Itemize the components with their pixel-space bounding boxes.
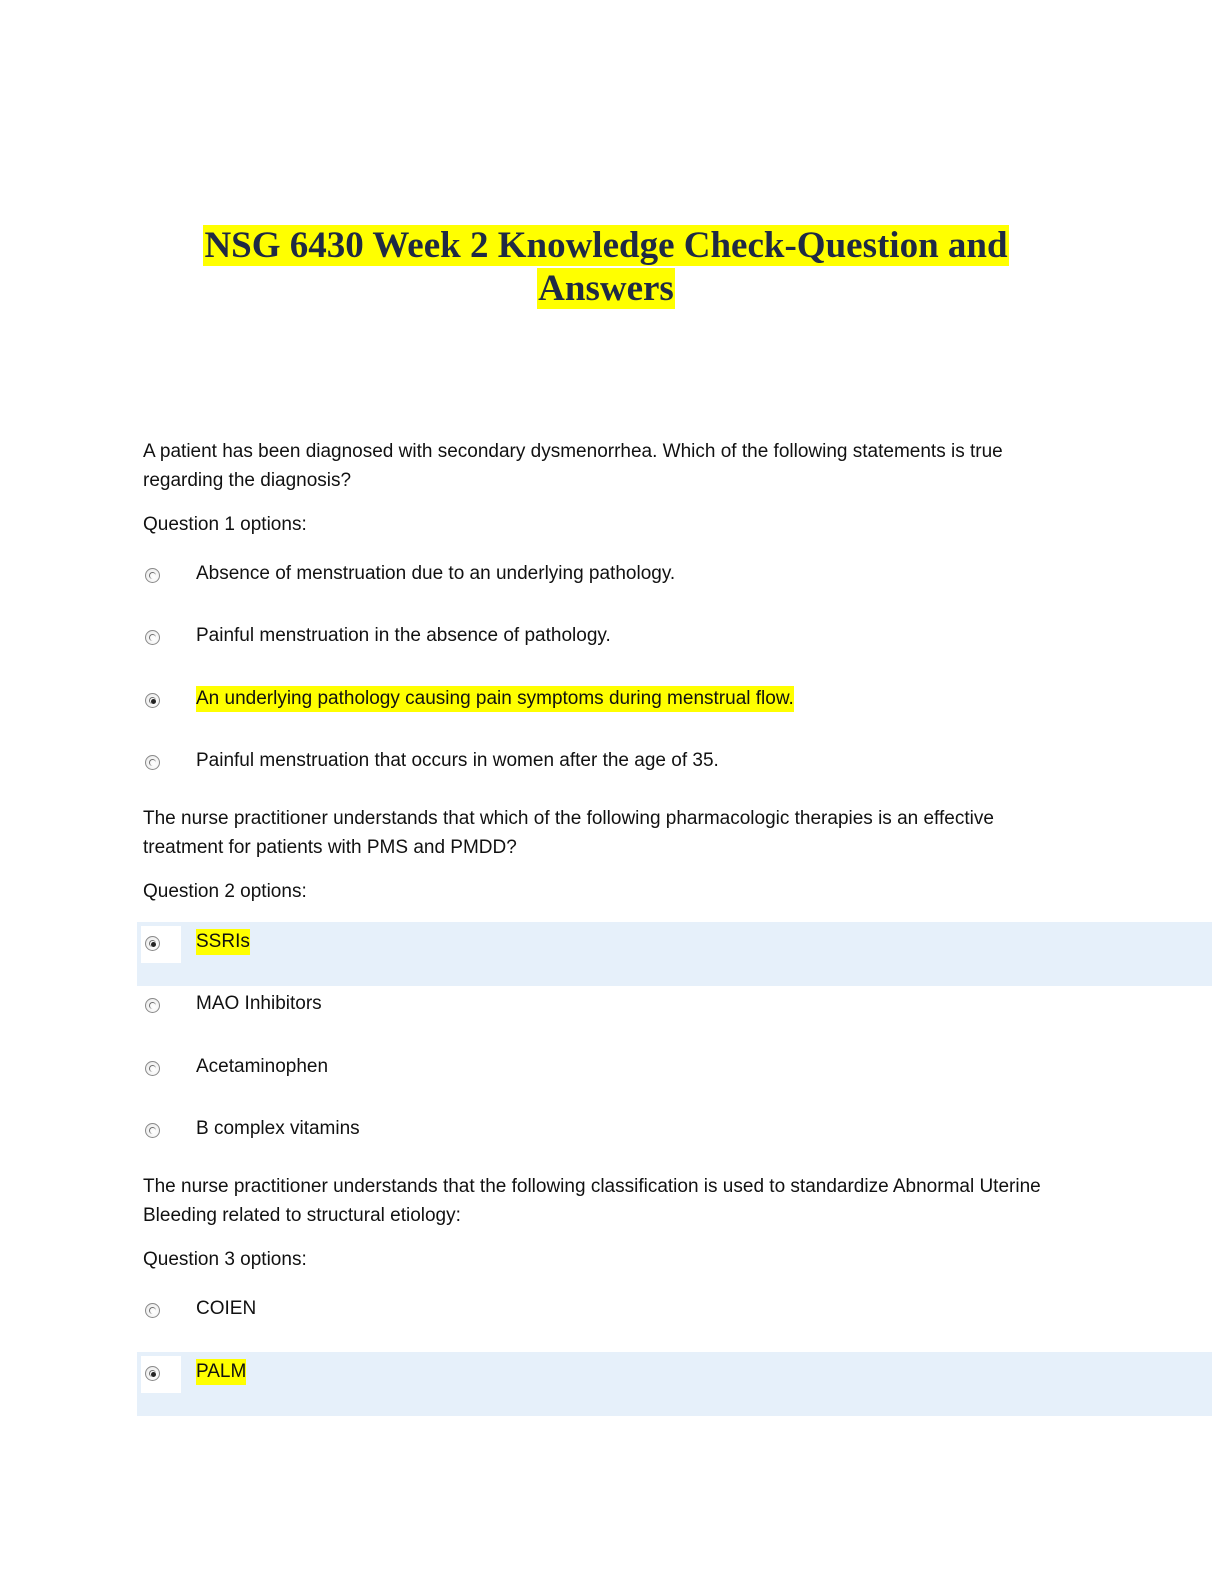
question-1-option-2[interactable]	[143, 623, 1143, 653]
option-label: B complex vitamins	[196, 1118, 360, 1139]
option-label-selected: SSRIs	[196, 929, 250, 955]
option-label: Absence of menstruation due to an underlying pathology.	[196, 563, 676, 584]
option-label-selected: PALM	[196, 1359, 246, 1385]
radio-checked-icon[interactable]	[145, 1366, 160, 1381]
option-label: Painful menstruation that occurs in women after the age of 35.	[196, 750, 719, 771]
option-label: Acetaminophen	[196, 1056, 329, 1077]
question-2-option-4[interactable]	[143, 1116, 1143, 1146]
question-2-option-2[interactable]	[143, 991, 1143, 1021]
question-1-option-3[interactable]	[143, 686, 1143, 716]
radio-unchecked-icon[interactable]	[145, 1061, 160, 1076]
question-2-options-label: Question 2 options:	[143, 881, 307, 902]
radio-checked-icon[interactable]	[145, 936, 160, 951]
radio-unchecked-icon[interactable]	[145, 568, 160, 583]
title-line-1: NSG 6430 Week 2 Knowledge Check-Question and	[204, 225, 1008, 266]
question-1-text: A patient has been diagnosed with secondary dysmenorrhea. Which of the following statements is true regarding the diagnosis?	[143, 441, 1003, 491]
radio-unchecked-icon[interactable]	[145, 998, 160, 1013]
question-2-text: The nurse practitioner understands that which of the following pharmacologic therapies is an effective treatment for patients with PMS and PMDD?	[143, 808, 994, 858]
option-label-selected: An underlying pathology causing pain symptoms during menstrual flow.	[196, 686, 794, 712]
radio-unchecked-icon[interactable]	[145, 1303, 160, 1318]
question-1-option-1[interactable]	[143, 561, 1143, 591]
option-label: MAO Inhibitors	[196, 993, 322, 1014]
radio-unchecked-icon[interactable]	[145, 1123, 160, 1138]
question-2-option-1[interactable]	[143, 929, 1143, 959]
question-3-option-1[interactable]	[143, 1296, 1143, 1326]
question-1-option-4[interactable]	[143, 748, 1143, 778]
question-3-text: The nurse practitioner understands that the following classification is used to standardize Abnormal Uterine Bleeding related to structural etiology:	[143, 1176, 1041, 1226]
document-title	[0, 224, 1212, 310]
title-line-2: Answers	[538, 268, 674, 309]
radio-checked-icon[interactable]	[145, 693, 160, 708]
option-label: COIEN	[196, 1298, 257, 1319]
question-2-option-3[interactable]	[143, 1054, 1143, 1084]
radio-unchecked-icon[interactable]	[145, 630, 160, 645]
option-label: Painful menstruation in the absence of pathology.	[196, 625, 611, 646]
question-3-option-2[interactable]	[143, 1359, 1143, 1389]
radio-unchecked-icon[interactable]	[145, 755, 160, 770]
question-1-options-label: Question 1 options:	[143, 514, 307, 535]
question-3-options-label: Question 3 options:	[143, 1249, 307, 1270]
